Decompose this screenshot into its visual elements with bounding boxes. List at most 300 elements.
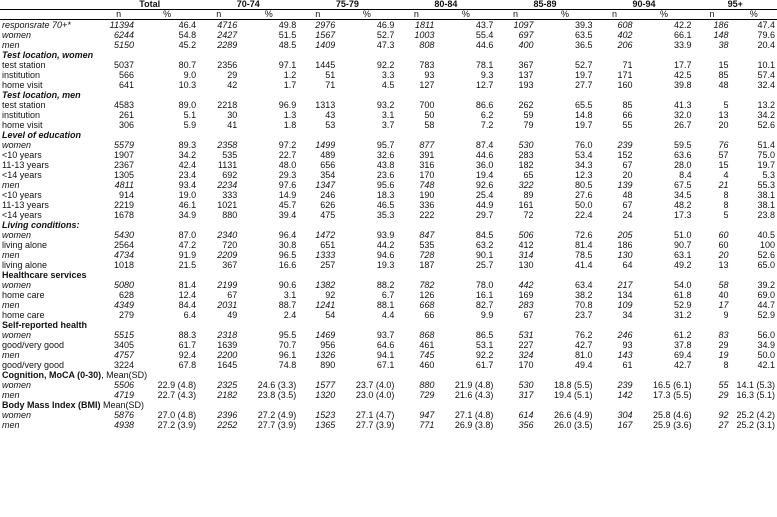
cell-value: 88.7 [278,300,297,310]
cell-value: 42.7 [574,340,593,350]
cell-value: 42.1 [757,360,775,370]
cell-value: 23.8 (3.5) [257,390,297,400]
row-label: test station [2,60,46,70]
cell-value: 54.8 [178,30,197,40]
cell-n: 4719 [113,390,134,400]
section-title-text: Test location, men [2,90,81,100]
cell-n: 783 [419,60,435,70]
row-label: <14 years [2,210,42,220]
cell-value: 22.4 [574,210,593,220]
subheader-percent: % [635,10,694,20]
cell-value: 35.3 [376,210,395,220]
cell-n: 531 [518,330,534,340]
cell-value: 16.6 [278,260,297,270]
cell-value: 45.7 [278,200,297,210]
row-label: home care [2,290,45,300]
cell-n: 1347 [315,180,336,190]
cell-value: 13.2 [757,100,775,110]
cell-n: 66 [622,110,633,120]
cell-n: 2234 [217,180,238,190]
cell-value: 23.4 [178,170,197,180]
cell-value: 43.7 [475,20,494,30]
table-body [0,20,777,431]
cell-value: 80.5 [574,180,593,190]
cell-n: 170 [419,170,435,180]
cell-n: 21 [718,180,729,190]
table-row [0,160,777,170]
cell-value: 4.5 [381,80,395,90]
cell-value: 21.5 [178,260,197,270]
cell-n: 728 [419,250,435,260]
section-title [0,400,777,410]
cell-value: 56.0 [757,330,775,340]
cell-n: 57 [718,150,729,160]
cell-value: 9.0 [183,70,197,80]
cell-value: 44.7 [757,300,775,310]
cell-value: 37.8 [674,340,692,350]
cell-value: 67.8 [178,360,197,370]
cell-n: 50 [424,110,435,120]
cell-value: 16.3 (5.1) [736,390,775,400]
row-label: women [2,280,32,290]
cell-n: 1003 [414,30,435,40]
cell-value: 38.1 [757,190,775,200]
cell-value: 61.2 [674,330,692,340]
cell-n: 206 [617,40,633,50]
row-label: good/very good [2,360,65,370]
cell-value: 16.1 [475,290,494,300]
cell-value: 52.9 [757,310,775,320]
cell-value: 40.5 [757,230,775,240]
section-title [0,90,777,100]
row-label: good/very good [2,340,65,350]
cell-n: 1811 [415,20,435,30]
cell-n: 93 [622,340,633,350]
table-row [0,360,777,370]
group-header-70-74: 70-74 [198,0,298,10]
cell-value: 89.0 [178,100,197,110]
cell-n: 5579 [113,140,134,150]
cell-n: 2182 [217,390,238,400]
cell-value: 44.6 [475,150,494,160]
cell-value: 81.0 [574,350,593,360]
cell-value: 87.4 [475,140,494,150]
cell-n: 5430 [113,230,134,240]
cell-value: 59.5 [674,140,692,150]
row-label: test station [2,100,46,110]
cell-value: 52.6 [757,250,775,260]
cell-value: 52.7 [376,30,395,40]
cell-n: 246 [617,330,633,340]
subheader-blank [0,10,101,20]
cell-n: 205 [617,230,633,240]
cell-n: 67 [622,200,633,210]
cell-value: 79.6 [757,30,775,40]
section-title-text: Healthcare services [2,270,87,280]
cell-value: 19.4 [475,170,494,180]
cell-value: 1.8 [283,120,297,130]
section-header-row [0,220,777,230]
cell-n: 354 [320,170,336,180]
row-label: men [2,40,20,50]
cell-n: 5037 [113,60,134,70]
cell-n: 71 [622,60,633,70]
cell-n: 92 [325,290,336,300]
cell-n: 1567 [315,30,336,40]
cell-value: 65.5 [574,100,593,110]
cell-value: 47.3 [376,40,395,50]
cell-n: 20 [718,120,729,130]
cell-n: 314 [518,250,534,260]
cell-value: 44.9 [475,200,494,210]
age-group-header-row [0,0,777,10]
cell-value: 23.8 [757,210,775,220]
cell-value: 19.7 [574,120,593,130]
cell-n: 60 [718,230,729,240]
cell-n: 1523 [315,410,336,420]
cell-value: 78.0 [475,280,494,290]
row-label: men [2,350,20,360]
cell-n: 55 [622,120,633,130]
cell-n: 182 [518,160,534,170]
row-label: home care [2,310,45,320]
cell-n: 324 [518,350,534,360]
cell-n: 9 [723,310,729,320]
cell-n: 8 [723,360,729,370]
row-label: 11-13 years [2,200,49,210]
cell-n: 2289 [217,40,238,50]
cell-n: 771 [419,420,435,430]
cell-n: 1678 [113,210,134,220]
cell-value: 27.7 (3.9) [257,420,297,430]
cell-value: 36.5 [574,40,593,50]
cell-n: 4938 [113,420,134,430]
cell-value: 51.4 [757,140,775,150]
subheader-percent: % [436,10,495,20]
cell-value: 9.9 [480,310,494,320]
cell-value: 70.7 [278,340,297,350]
cell-n: 4811 [114,180,134,190]
cell-value: 12.7 [475,80,494,90]
cell-value: 61.7 [475,360,494,370]
section-title-text: Body Mass Index (BMI) [2,400,101,410]
cell-value: 96.9 [278,100,297,110]
cell-value: 12.4 [178,290,197,300]
cell-n: 317 [518,390,534,400]
cell-n: 41 [227,120,238,130]
cell-value: 27.2 (3.9) [157,420,197,430]
cell-value: 27.7 (3.9) [355,420,395,430]
cell-n: 1313 [315,100,336,110]
cell-n: 8 [723,200,729,210]
cell-n: 24 [622,210,633,220]
row-label: responsrate 70+* [2,20,71,30]
cell-value: 76.0 [574,140,593,150]
cell-value: 100 [759,240,775,250]
cell-value: 26.6 (4.9) [553,410,593,420]
cell-value: 78.5 [574,250,593,260]
cell-n: 6244 [113,30,134,40]
cell-n: 239 [617,140,633,150]
cell-value: 97.6 [278,180,297,190]
subheader-n: n [495,10,535,20]
table-row [0,310,777,320]
cell-value: 91.9 [178,250,197,260]
cell-n: 880 [222,210,238,220]
cell-value: 44.2 [376,240,395,250]
cell-n: 700 [419,100,435,110]
cell-n: 8 [723,190,729,200]
cell-n: 239 [617,380,633,390]
cell-value: 92.2 [475,350,494,360]
cell-value: 96.4 [278,230,297,240]
cell-n: 1907 [113,150,134,160]
cell-value: 45.2 [178,40,197,50]
cell-n: 3405 [113,340,134,350]
cell-value: 50.0 [574,200,593,210]
cell-value: 23.7 [574,310,593,320]
cell-n: 60 [718,240,729,250]
cell-n: 668 [419,300,435,310]
cell-n: 2200 [217,350,238,360]
cell-value: 48.2 [674,200,692,210]
cell-n: 530 [518,380,534,390]
cell-value: 14.8 [574,110,593,120]
cell-n: 2564 [113,240,134,250]
section-title [0,50,777,60]
cell-value: 17.3 (5.5) [653,390,692,400]
cell-n: 34 [622,310,633,320]
cell-n: 4349 [113,300,134,310]
cell-n: 651 [320,240,336,250]
cell-n: 489 [320,150,336,160]
row-label: women [2,330,32,340]
cell-n: 461 [419,340,435,350]
cell-value: 1.3 [283,110,297,120]
cell-value: 46.1 [178,200,197,210]
table-row [0,380,777,390]
cell-n: 5080 [113,280,134,290]
cell-n: 1241 [315,300,336,310]
cell-n: 697 [518,30,534,40]
table-row [0,390,777,400]
cell-value: 81.4 [574,240,593,250]
cell-value: 93.7 [376,330,395,340]
cell-value: 12.3 [574,170,593,180]
cell-n: 442 [518,280,534,290]
cell-n: 79 [523,120,534,130]
cell-value: 27.6 [574,190,593,200]
cell-value: 44.6 [475,40,494,50]
cell-n: 1639 [217,340,238,350]
cell-n: 530 [518,140,534,150]
row-label: men [2,420,20,430]
cell-value: 93.2 [376,100,395,110]
cell-n: 19 [718,350,729,360]
section-title-text: Self-reported health [2,320,88,330]
section-title [0,220,777,230]
cell-n: 186 [617,240,633,250]
cell-value: 63.1 [674,250,692,260]
cell-n: 89 [523,190,534,200]
cell-value: 92.2 [376,60,395,70]
cell-n: 161 [518,200,534,210]
cell-n: 61 [622,360,633,370]
section-title [0,370,777,380]
cell-value: 63.6 [674,150,692,160]
cell-n: 5506 [113,380,134,390]
cell-n: 67 [622,160,633,170]
cell-n: 2976 [315,20,336,30]
cell-value: 39.4 [278,210,297,220]
cell-value: 17.3 [674,210,692,220]
cell-n: 29 [718,340,729,350]
cell-value: 34.2 [757,110,775,120]
cell-n: 475 [320,210,336,220]
subheader-percent: % [239,10,298,20]
cell-value: 88.3 [178,330,197,340]
cell-value: 69.4 [674,350,692,360]
subheader-percent: % [535,10,594,20]
cell-n: 356 [518,420,534,430]
cell-n: 167 [617,420,633,430]
cell-n: 1097 [513,20,534,30]
cell-n: 808 [419,40,435,50]
cell-value: 4.4 [381,310,395,320]
cell-n: 20 [718,250,729,260]
cell-n: 956 [320,340,336,350]
cell-n: 139 [617,180,633,190]
cell-n: 506 [518,230,534,240]
section-header-row [0,50,777,60]
section-header-row [0,320,777,330]
cell-value: 25.8 (4.6) [653,410,692,420]
row-label: home visit [2,120,43,130]
cell-value: 18.8 (5.5) [553,380,593,390]
cell-n: 55 [718,380,729,390]
cell-value: 95.7 [376,140,395,150]
cell-n: 262 [518,100,534,110]
cell-value: 16.5 (6.1) [653,380,692,390]
cell-value: 84.4 [178,300,197,310]
cell-n: 38 [718,40,729,50]
cell-value: 29.7 [475,210,494,220]
cell-n: 2367 [113,160,134,170]
cell-value: 1.7 [283,80,297,90]
cell-value: 41.4 [574,260,593,270]
table-row [0,280,777,290]
cell-n: 142 [617,390,633,400]
cell-n: 49 [227,310,238,320]
cell-n: 692 [222,170,238,180]
cell-n: 48 [718,80,729,90]
cell-value: 67.5 [674,180,692,190]
cell-value: 19.7 [757,160,775,170]
table-row [0,240,777,250]
table-row [0,260,777,270]
subheader-percent: % [136,10,198,20]
cell-value: 53.4 [574,150,593,160]
cell-n: 92 [718,410,729,420]
cell-n: 283 [518,150,534,160]
cell-n: 628 [118,290,134,300]
cell-n: 5150 [113,40,134,50]
cell-n: 1645 [217,360,238,370]
cell-value: 49.2 [674,260,692,270]
cell-value: 3.1 [381,110,395,120]
cell-n: 66 [424,310,435,320]
cell-n: 65 [523,170,534,180]
cell-value: 72.6 [574,230,593,240]
cell-n: 5515 [113,330,134,340]
section-title-text: Level of education [2,130,82,140]
cell-value: 28.0 [674,160,692,170]
cell-n: 1320 [315,390,336,400]
cell-n: 745 [419,350,435,360]
cell-value: 6.2 [480,110,494,120]
table-row [0,170,777,180]
row-label: men [2,250,20,260]
cell-value: 51.5 [278,30,297,40]
cell-n: 367 [222,260,238,270]
cell-n: 5 [723,210,729,220]
cell-n: 333 [222,190,238,200]
cell-value: 50.0 [757,350,775,360]
row-label: <14 years [2,170,42,180]
group-header-90-94: 90-94 [595,0,694,10]
row-label: 11-13 years [2,160,49,170]
cell-n: 134 [617,290,633,300]
cell-n: 566 [118,70,134,80]
cell-n: 2340 [217,230,238,240]
cell-value: 70.8 [574,300,593,310]
cell-n: 217 [617,280,633,290]
table-row [0,410,777,420]
table-row [0,120,777,130]
table-row [0,60,777,70]
cell-n: 83 [718,330,729,340]
cell-value: 39.3 [574,20,593,30]
cell-n: 193 [518,80,534,90]
cell-n: 1305 [113,170,134,180]
cell-n: 2325 [217,380,238,390]
cell-n: 1445 [315,60,336,70]
cell-n: 15 [718,60,729,70]
section-title [0,270,777,280]
cell-value: 34.2 [178,150,197,160]
row-label: men [2,180,20,190]
cell-value: 63.2 [475,240,494,250]
cell-value: 39.8 [674,80,692,90]
cell-value: 96.1 [278,350,297,360]
cell-value: 69.0 [757,290,775,300]
cell-value: 46.9 [376,20,395,30]
cell-n: 72 [523,210,534,220]
cell-value: 89.3 [178,140,197,150]
cell-value: 54.0 [674,280,692,290]
cell-value: 88.2 [376,280,395,290]
cell-n: 626 [320,200,336,210]
cell-value: 66.1 [674,30,692,40]
section-title-suffix: Mean(SD) [100,400,145,410]
cell-value: 92.4 [178,350,197,360]
cell-n: 1499 [315,140,336,150]
cell-value: 84.5 [475,230,494,240]
cell-value: 97.1 [278,60,297,70]
cell-n: 1131 [217,160,238,170]
cell-value: 9.3 [480,70,494,80]
cell-value: 21.6 (4.3) [454,390,494,400]
